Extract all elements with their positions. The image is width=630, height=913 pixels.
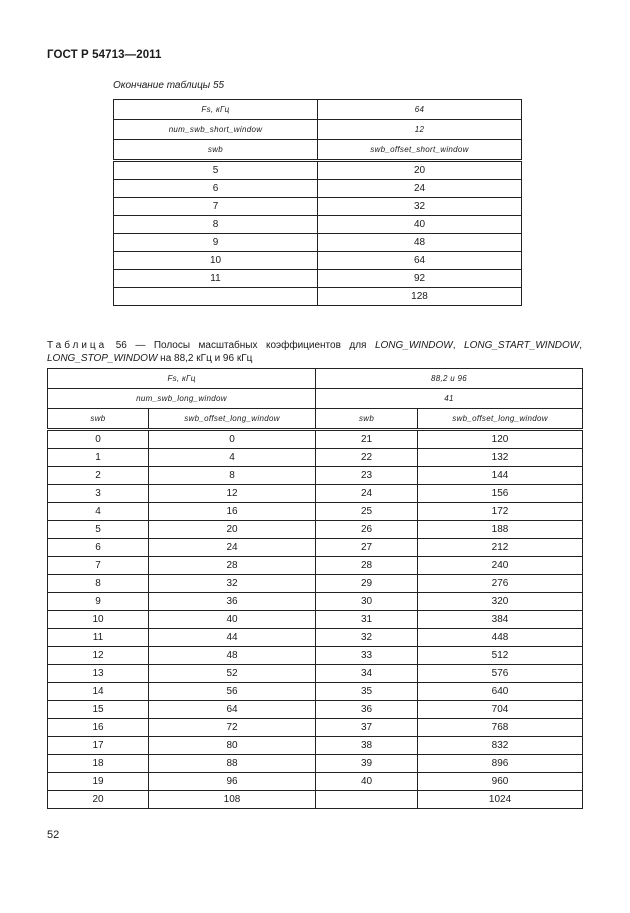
caption-text-2: на 88,2 кГц и 96 кГц — [160, 353, 253, 364]
table-cell: 28 — [316, 557, 418, 575]
table-cell: 21 — [316, 430, 418, 449]
table-cell: 144 — [418, 467, 583, 485]
table-cell: 37 — [316, 719, 418, 737]
table-cell: 36 — [316, 701, 418, 719]
num-swb-label: num_swb_short_window — [114, 120, 318, 140]
table-header-row — [114, 120, 522, 140]
table-cell: 25 — [316, 503, 418, 521]
table-55-caption: Окончание таблицы 55 — [113, 80, 225, 91]
table-row — [114, 198, 522, 216]
table-cell: 15 — [48, 701, 149, 719]
table-cell: 240 — [418, 557, 583, 575]
table-cell: 24 — [316, 485, 418, 503]
table-row — [48, 557, 583, 575]
table-row — [48, 593, 583, 611]
table-cell: 9 — [114, 234, 318, 252]
table-cell: 24 — [149, 539, 316, 557]
table-cell: 35 — [316, 683, 418, 701]
table-cell: 3 — [48, 485, 149, 503]
table-row — [48, 449, 583, 467]
table-cell: 1024 — [418, 791, 583, 809]
table-cell: 4 — [48, 503, 149, 521]
table-cell: 132 — [418, 449, 583, 467]
table-cell: 18 — [48, 755, 149, 773]
table-cell: 20 — [48, 791, 149, 809]
col-swb-header: swb — [114, 140, 318, 161]
table-cell: 2 — [48, 467, 149, 485]
table-cell: 92 — [318, 270, 522, 288]
table-cell: 0 — [48, 430, 149, 449]
table-row — [48, 737, 583, 755]
table-cell: 128 — [318, 288, 522, 306]
table-cell: 896 — [418, 755, 583, 773]
table-cell: 56 — [149, 683, 316, 701]
table-row — [114, 234, 522, 252]
caption-text-1: 56 — Полосы масштабных коэффициентов для — [115, 340, 367, 351]
table-row — [48, 430, 583, 449]
table-cell: 19 — [48, 773, 149, 791]
table-cell: 17 — [48, 737, 149, 755]
table-cell: 38 — [316, 737, 418, 755]
table-cell: 120 — [418, 430, 583, 449]
table-cell: 5 — [114, 161, 318, 180]
table-cell: 4 — [149, 449, 316, 467]
table-cell: 9 — [48, 593, 149, 611]
table-cell: 188 — [418, 521, 583, 539]
table-row — [48, 521, 583, 539]
table-cell: 276 — [418, 575, 583, 593]
caption-window-2: LONG_START_WINDOW — [464, 340, 580, 351]
table-cell: 48 — [149, 647, 316, 665]
table-row — [48, 575, 583, 593]
table-cell: 30 — [316, 593, 418, 611]
table-row — [114, 270, 522, 288]
table-row — [48, 701, 583, 719]
table-cell: 156 — [418, 485, 583, 503]
table-cell: 576 — [418, 665, 583, 683]
table-56 — [47, 368, 583, 809]
caption-window-3: LONG_STOP_WINDOW — [47, 353, 158, 364]
table-cell: 10 — [114, 252, 318, 270]
table-cell: 10 — [48, 611, 149, 629]
table-cell: 11 — [48, 629, 149, 647]
num-swb-label: num_swb_long_window — [48, 389, 316, 409]
table-cell: 48 — [318, 234, 522, 252]
table-row — [48, 683, 583, 701]
table-cell: 64 — [318, 252, 522, 270]
table-cell: 640 — [418, 683, 583, 701]
table-row — [114, 180, 522, 198]
table-cell: 40 — [316, 773, 418, 791]
table-cell: 0 — [149, 430, 316, 449]
table-row — [48, 719, 583, 737]
table-cell: 14 — [48, 683, 149, 701]
table-cell: 8 — [114, 216, 318, 234]
col-offset-header: swb_offset_long_window — [149, 409, 316, 430]
table-cell: 960 — [418, 773, 583, 791]
table-row — [48, 791, 583, 809]
fs-value: 88,2 и 96 — [316, 369, 583, 389]
table-cell: 8 — [48, 575, 149, 593]
col-swb-header: swb — [316, 409, 418, 430]
table-cell — [316, 791, 418, 809]
table-cell: 32 — [318, 198, 522, 216]
col-offset-header: swb_offset_long_window — [418, 409, 583, 430]
table-cell: 52 — [149, 665, 316, 683]
table-56-caption: Таблица 56 — Полосы масштабных коэффициентов для LONG_WINDOW, LONG_START_WINDOW, LONG_STOP_WINDOW на 88,2 кГц и 96 кГц — [47, 340, 583, 364]
table-cell: 22 — [316, 449, 418, 467]
table-cell: 212 — [418, 539, 583, 557]
table-header-row — [48, 369, 583, 389]
table-cell — [114, 288, 318, 306]
table-cell: 768 — [418, 719, 583, 737]
table-cell: 20 — [318, 161, 522, 180]
table-cell: 36 — [149, 593, 316, 611]
fs-label: Fs, кГц — [114, 100, 318, 120]
table-cell: 320 — [418, 593, 583, 611]
fs-label: Fs, кГц — [48, 369, 316, 389]
table-cell: 40 — [318, 216, 522, 234]
table-cell: 16 — [48, 719, 149, 737]
table-cell: 34 — [316, 665, 418, 683]
document-header: ГОСТ Р 54713—2011 — [47, 49, 162, 61]
table-cell: 1 — [48, 449, 149, 467]
table-cell: 12 — [149, 485, 316, 503]
table-cell: 6 — [48, 539, 149, 557]
table-row — [48, 611, 583, 629]
table-cell: 26 — [316, 521, 418, 539]
table-cell: 20 — [149, 521, 316, 539]
table-cell: 29 — [316, 575, 418, 593]
col-offset-header: swb_offset_short_window — [318, 140, 522, 161]
table-cell: 704 — [418, 701, 583, 719]
caption-window-1: LONG_WINDOW — [374, 340, 453, 351]
table-cell: 32 — [149, 575, 316, 593]
table-row — [48, 467, 583, 485]
table-row — [48, 647, 583, 665]
table-cell: 24 — [318, 180, 522, 198]
table-row — [114, 288, 522, 306]
table-row — [114, 161, 522, 180]
table-cell: 832 — [418, 737, 583, 755]
table-row — [48, 629, 583, 647]
table-cell: 7 — [114, 198, 318, 216]
table-row — [48, 485, 583, 503]
table-row — [48, 665, 583, 683]
table-cell: 44 — [149, 629, 316, 647]
table-cell: 27 — [316, 539, 418, 557]
table-cell: 88 — [149, 755, 316, 773]
table-cell: 11 — [114, 270, 318, 288]
table-cell: 5 — [48, 521, 149, 539]
table-row — [48, 773, 583, 791]
page-number: 52 — [47, 829, 60, 841]
table-header-row — [114, 100, 522, 120]
table-cell: 96 — [149, 773, 316, 791]
table-cell: 6 — [114, 180, 318, 198]
caption-word: Таблица — [47, 340, 108, 351]
fs-value: 64 — [318, 100, 522, 120]
table-cell: 33 — [316, 647, 418, 665]
table-row — [114, 216, 522, 234]
table-header-row — [48, 409, 583, 430]
table-cell: 31 — [316, 611, 418, 629]
col-swb-header: swb — [48, 409, 149, 430]
table-cell: 7 — [48, 557, 149, 575]
table-cell: 23 — [316, 467, 418, 485]
table-cell: 8 — [149, 467, 316, 485]
table-row — [48, 503, 583, 521]
table-row — [48, 539, 583, 557]
table-cell: 39 — [316, 755, 418, 773]
table-cell: 384 — [418, 611, 583, 629]
table-cell: 32 — [316, 629, 418, 647]
num-swb-value: 12 — [318, 120, 522, 140]
table-cell: 64 — [149, 701, 316, 719]
table-cell: 28 — [149, 557, 316, 575]
table-55 — [113, 99, 522, 306]
table-cell: 108 — [149, 791, 316, 809]
table-cell: 13 — [48, 665, 149, 683]
table-header-row — [48, 389, 583, 409]
num-swb-value: 41 — [316, 389, 583, 409]
table-cell: 172 — [418, 503, 583, 521]
table-row — [114, 252, 522, 270]
table-cell: 448 — [418, 629, 583, 647]
table-cell: 512 — [418, 647, 583, 665]
table-row — [48, 755, 583, 773]
table-cell: 16 — [149, 503, 316, 521]
table-cell: 40 — [149, 611, 316, 629]
table-header-row — [114, 140, 522, 161]
table-cell: 12 — [48, 647, 149, 665]
table-cell: 72 — [149, 719, 316, 737]
table-cell: 80 — [149, 737, 316, 755]
